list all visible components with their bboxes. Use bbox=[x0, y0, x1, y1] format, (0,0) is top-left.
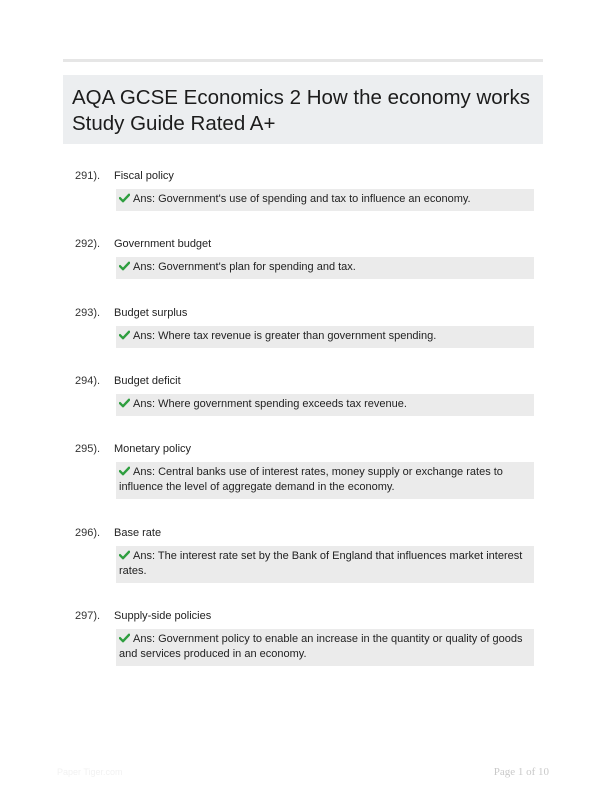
document-title: AQA GCSE Economics 2 How the economy works Study Guide Rated A+ bbox=[72, 86, 531, 135]
answer-box bbox=[116, 629, 534, 666]
answer-text: Ans: Government policy to enable an increase in the quantity or quality of goods and services produced in an economy. bbox=[119, 633, 523, 660]
check-icon bbox=[119, 261, 130, 271]
check-icon bbox=[119, 633, 130, 643]
check-icon bbox=[119, 466, 130, 476]
question-text: Monetary policy bbox=[114, 443, 192, 455]
answer-text: Ans: The interest rate set by the Bank of England that influences market interest rates. bbox=[119, 550, 523, 577]
question-number: 291). bbox=[75, 170, 101, 182]
question-number: 295). bbox=[75, 443, 101, 455]
page-indicator: Page 1 of 10 bbox=[493, 766, 549, 778]
answer-text: Ans: Where government spending exceeds tax revenue. bbox=[133, 398, 407, 410]
check-icon bbox=[119, 193, 130, 203]
question-text: Base rate bbox=[114, 527, 162, 539]
question-number: 296). bbox=[75, 527, 101, 539]
question-number: 294). bbox=[75, 375, 101, 387]
answer-box bbox=[116, 462, 534, 499]
question-number: 293). bbox=[75, 307, 101, 319]
question-number: 297). bbox=[75, 610, 101, 622]
title-banner bbox=[63, 75, 543, 144]
footer-watermark: Paper Tiger.com bbox=[57, 767, 123, 777]
question-text: Budget surplus bbox=[114, 307, 188, 319]
question-text: Budget deficit bbox=[114, 375, 181, 387]
answer-box bbox=[116, 546, 534, 583]
answer-box bbox=[116, 394, 534, 416]
check-icon bbox=[119, 550, 130, 560]
answer-text: Ans: Where tax revenue is greater than government spending. bbox=[133, 330, 437, 342]
answer-box bbox=[116, 189, 534, 211]
question-text: Government budget bbox=[114, 238, 212, 250]
answer-box bbox=[116, 257, 534, 279]
question-text: Supply-side policies bbox=[114, 610, 212, 622]
question-number: 292). bbox=[75, 238, 101, 250]
answer-box bbox=[116, 326, 534, 348]
answer-text: Ans: Government's use of spending and tax to influence an economy. bbox=[133, 193, 471, 205]
check-icon bbox=[119, 330, 130, 340]
answer-text: Ans: Government's plan for spending and tax. bbox=[133, 261, 356, 273]
check-icon bbox=[119, 398, 130, 408]
question-text: Fiscal policy bbox=[114, 170, 174, 182]
answer-text: Ans: Central banks use of interest rates, money supply or exchange rates to influence the level of aggregate demand in the economy. bbox=[119, 466, 503, 493]
top-divider bbox=[63, 59, 543, 62]
